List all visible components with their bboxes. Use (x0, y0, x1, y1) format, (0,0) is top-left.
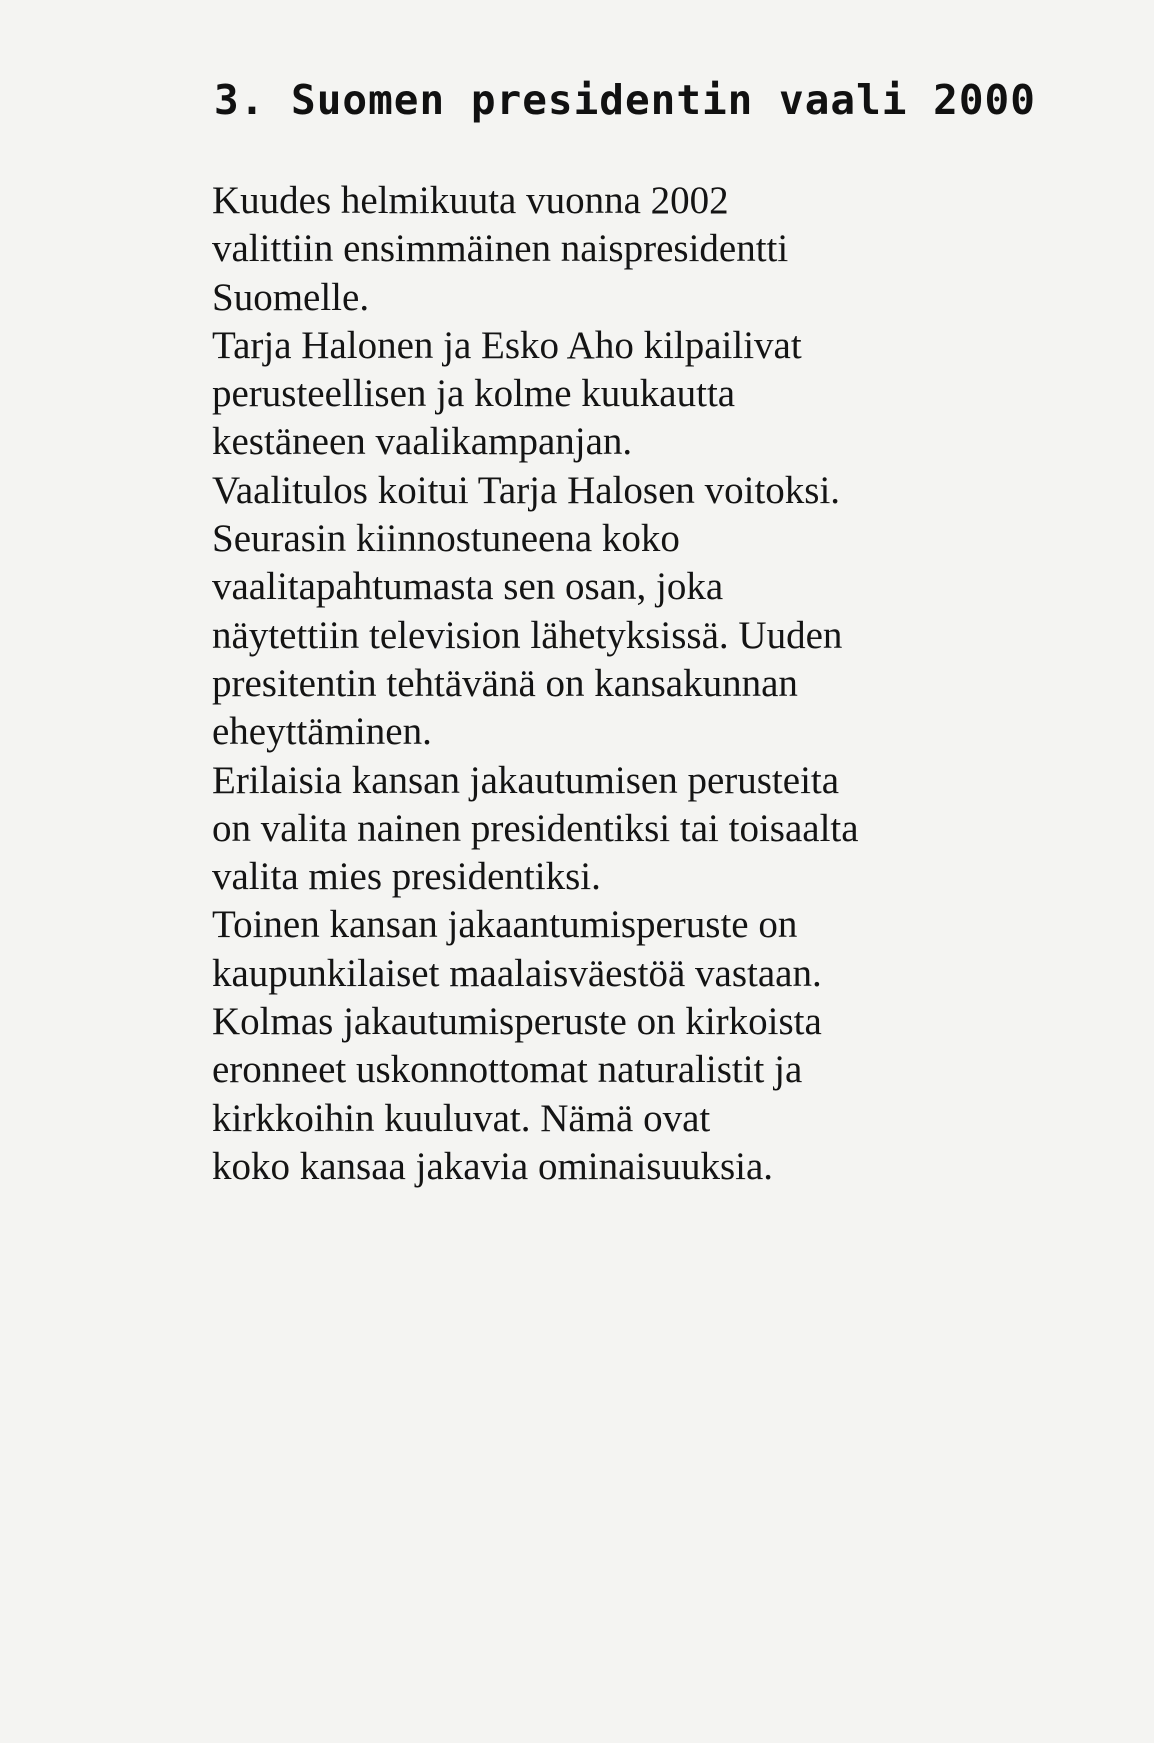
text-line: valita mies presidentiksi. (212, 855, 601, 899)
text-line: näytettiin television lähetyksissä. Uuden (212, 613, 843, 657)
text-line: kirkkoihin kuuluvat. Nämä ovat (212, 1096, 711, 1140)
section-heading: 3. Suomen presidentin vaali 2000 (214, 76, 1036, 124)
text-line: vaalitapahtumasta sen osan, joka (212, 565, 724, 609)
text-line: Kolmas jakautumisperuste on kirkoista (212, 1000, 822, 1044)
text-line: Tarja Halonen ja Esko Aho kilpailivat (212, 323, 802, 367)
body-paragraph (212, 177, 1112, 1191)
text-line: koko kansaa jakavia ominaisuuksia. (212, 1144, 774, 1188)
text-line: presitentin tehtävänä on kansakunnan (212, 661, 798, 705)
text-line: Suomelle. (212, 275, 370, 319)
text-line: eheyttäminen. (212, 710, 432, 754)
text-line: Toinen kansan jakaantumisperuste on (212, 903, 798, 947)
text-line: eronneet uskonnottomat naturalistit ja (212, 1048, 803, 1092)
text-line: kestäneen vaalikampanjan. (212, 420, 633, 464)
text-line: Vaalitulos koitui Tarja Halosen voitoksi. (212, 468, 841, 512)
text-line: on valita nainen presidentiksi tai toisaalta (212, 806, 859, 850)
text-line: perusteellisen ja kolme kuukautta (212, 372, 736, 416)
text-line: Kuudes helmikuuta vuonna 2002 (212, 179, 729, 222)
text-line: Erilaisia kansan jakautumisen perusteita (212, 758, 840, 802)
text-line: kaupunkilaiset maalaisväestöä vastaan. (212, 951, 822, 995)
text-line: Seurasin kiinnostuneena koko (212, 517, 680, 561)
text-line: valittiin ensimmäinen naispresidentti (212, 227, 789, 271)
